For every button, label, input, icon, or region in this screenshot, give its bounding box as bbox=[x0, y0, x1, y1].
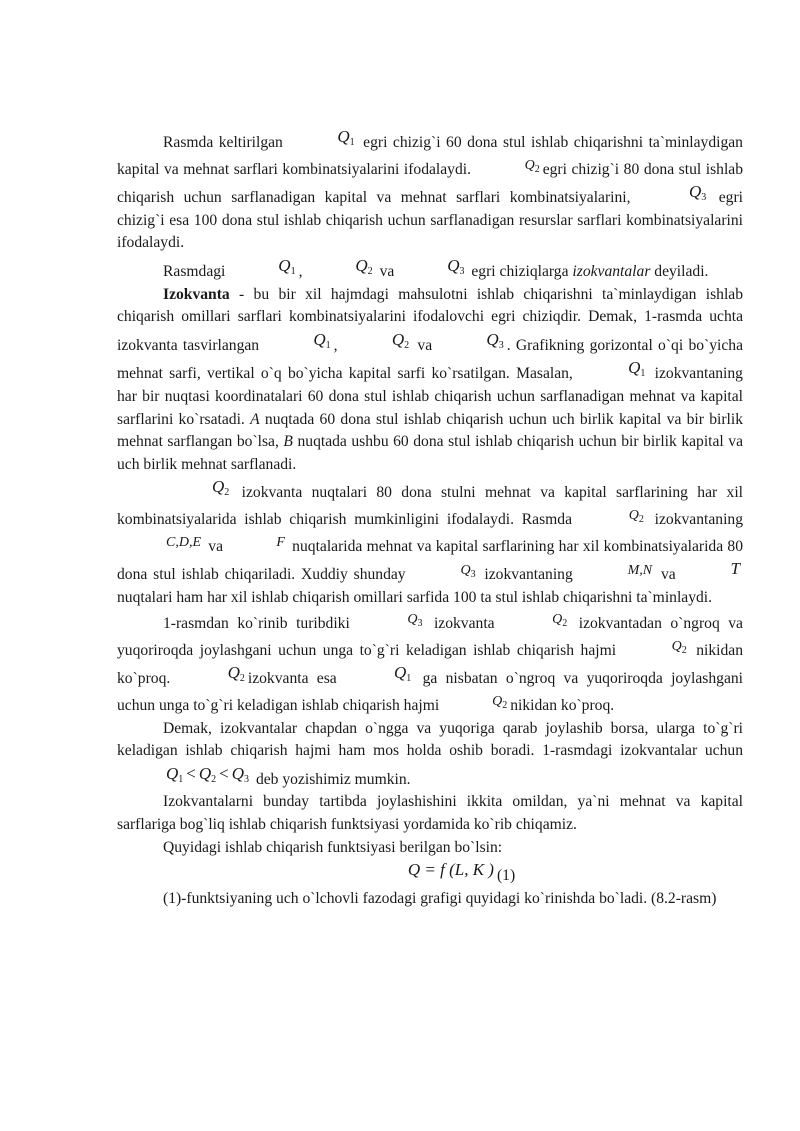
text: izokvantaning bbox=[484, 566, 573, 584]
paragraph-isoquant-ordering bbox=[117, 609, 743, 717]
math-q3: $Q_3$ bbox=[460, 563, 476, 581]
math-q2: $Q_2$ bbox=[227, 663, 245, 685]
text: izokvanta nuqtalari 80 dona stulni mehnat va kapital sarflarining har xil kombinatsiyalarida ishlab chiqarish mumkinligini ifodalaydi. Rasmda bbox=[117, 484, 744, 528]
text: Rasmda keltirilgan bbox=[163, 134, 283, 151]
math-q2: $Q_2$ bbox=[552, 612, 568, 630]
paragraph-q2-points: $Q_2$ izokvanta nuqtalari 80 dona stulni mehnat va kapital sarflarining har xil kombinatsiyalarida ishlab chiqarish mumkinligini ifodalaydi. Rasmda $Q_2$ izokvantaning C,D,E va F nuqtalarida mehnat va kapital sarflarining har xil kombinatsiyalarida 80 dona stul ishlab chiqariladi. Xuddiy shunday $Q_3$ izokvantaning M,N va T nuqtalari ham har xil ishlab chiqarish omillari sarfida 100 ta stul ishlab chiqarishni ta`minlaydi. bbox=[117, 477, 744, 606]
text: egri chizig`i 60 dona stul ishlab chiqarishni ta`minlaydigan kapital va mehnat sarflari kombinatsiyalarini ifodalaydi. bbox=[117, 134, 743, 178]
formula-production-function bbox=[177, 859, 743, 888]
text: nuqtada 60 dona stul ishlab chiqarish uchun uch birlik kapital va bir birlik mehnat sarflangan bo`lsa, bbox=[117, 410, 744, 451]
text: izokvantaning bbox=[654, 510, 743, 528]
math-q1: $Q_1$ bbox=[337, 127, 355, 148]
text: izokvanta bbox=[433, 615, 495, 633]
paragraph-graph-reference bbox=[117, 888, 743, 911]
text: deyiladi. bbox=[654, 262, 709, 280]
math-q2: $Q_2$ bbox=[391, 329, 410, 351]
math-q2: $Q_2$ bbox=[355, 255, 373, 277]
math-q3: $Q_3$ bbox=[407, 612, 423, 630]
paragraph-production-function-intro bbox=[117, 791, 743, 836]
text: izokvantadan o`ngroq va yuqoriroqda joylashgani uchun unga to`g`ri keladigan ishlab chiqarish hajmi bbox=[117, 615, 743, 659]
text: nikidan ko`proq. bbox=[117, 641, 744, 688]
text: Quyidagi ishlab chiqarish funktsiyasi berilgan bo`lsin: bbox=[163, 838, 503, 856]
text: egri chizig`i esa 100 dona stul ishlab chiqarish uchun sarflanadigan resurslar sarflari kombinatsiyalarini ifodalaydi. bbox=[117, 189, 743, 252]
term-izokvantalar: izokvantalar bbox=[572, 262, 651, 280]
points-mn: M,N bbox=[627, 563, 653, 579]
text: nuqtalarida mehnat va kapital sarflarining har xil kombinatsiyalarida 80 dona stul ishlab chiqariladi. Xuddiy shunday bbox=[117, 537, 744, 584]
math-q3: $Q_3$ bbox=[447, 255, 465, 277]
math-q1: $Q_1$ bbox=[394, 663, 412, 685]
text: izokvanta esa bbox=[247, 670, 337, 688]
math-q1: $Q_1$ bbox=[628, 358, 646, 380]
paragraph-isoquant-conclusion bbox=[117, 718, 743, 792]
text: nikidan ko`proq. bbox=[510, 697, 615, 715]
math-inequality: $Q_1 < Q_2 < Q_3$ bbox=[166, 763, 250, 785]
text: egri chizig`i 80 dona stul ishlab chiqarish uchun sarflanadigan kapital va mehnat sarflari kombinatsiyalarini, bbox=[117, 160, 744, 207]
points-cde: C,D,E bbox=[166, 534, 201, 550]
math-q2: $Q_2$ bbox=[671, 638, 687, 656]
math-q2: $Q_2$ bbox=[524, 157, 540, 175]
paragraph-isoquant-intro bbox=[117, 126, 743, 255]
math-q3: $Q_3$ bbox=[689, 182, 707, 204]
paragraph-isoquant-name: Rasmdagi $Q_1$ , $Q_2$ va $Q_3$ egri chiziqlarga izokvantalar deyiladi. bbox=[117, 255, 743, 284]
text: . Grafikning gorizontal o`qi bo`yicha mehnat sarfi, vertikal o`q bo`yicha kapital sarfi ko`rsatilgan. Masalan, bbox=[117, 336, 744, 383]
point-f: F bbox=[276, 534, 285, 550]
text: (1)-funktsiyaning uch o`lchovli fazodagi grafigi quyidagi ko`rinishda bo`ladi. (8.2-rasm) bbox=[163, 889, 717, 907]
math-q2: $Q_2$ bbox=[492, 694, 508, 712]
text: nuqtada ushbu 60 dona stul ishlab chiqarish uchun bir birlik kapital va uch birlik mehnat sarflanadi. bbox=[117, 433, 744, 473]
formula-expression: Q = f (L, K ) bbox=[407, 860, 494, 880]
text: deb yozishimiz mumkin. bbox=[255, 770, 411, 788]
point-b: B bbox=[283, 433, 293, 451]
math-q1: $Q_1$ bbox=[313, 329, 331, 351]
point-t: T bbox=[730, 559, 740, 579]
text: Demak, izokvantalar chapdan o`ngga va yuqoriga qarab joylashib borsa, ularga to`g`ri keladigan ishlab chiqarish hajmi ham mos holda oshib boradi. 1-rasmdagi izokvantalar uchun bbox=[117, 719, 743, 760]
text: nuqtalari ham har xil ishlab chiqarish omillari sarfida 100 ta stul ishlab chiqarishni ta`minlaydi. bbox=[117, 588, 713, 606]
paragraph-isoquant-definition: Izokvanta - bu bir xil hajmdagi mahsulotni ishlab chiqarishni ta`minlaydigan ishlab chiqarish omillari sarflari kombinatsiyalarini ifodalovchi egri chiziqdir. Demak, 1-rasmda uchta izokvanta tasvirlangan $Q_1$ , $Q_2$ va $Q_3$ . Grafikning gorizontal o`qi bo`yicha mehnat sarfi, vertikal o`q bo`yicha kapital sarfi ko`rsatilgan. Masalan, $Q_1$ izokvantaning har bir nuqtasi koordinatalari 60 dona stul ishlab chiqarish uchun sarflanadigan mehnat va kapital sarflarini ko`rsatadi. A nuqtada 60 dona stul ishlab chiqarish uchun uch birlik kapital va bir birlik mehnat sarflangan bo`lsa, B nuqtada ushbu 60 dona stul ishlab chiqarish uchun bir birlik kapital va uch birlik mehnat sarflanadi. bbox=[117, 285, 744, 473]
formula-number: (1) bbox=[496, 867, 516, 885]
math-q1: $Q_1$ bbox=[278, 255, 296, 277]
point-a: A bbox=[250, 410, 260, 428]
text: Izokvantalarni bunday tartibda joylashishini ikkita omildan, ya`ni mehnat va kapital sarflariga bog`liq ishlab chiqarish funktsiyasi yordamida ko`rib chiqamiz. bbox=[117, 793, 743, 834]
text: izokvantaning har bir nuqtasi koordinatalari 60 dona stul ishlab chiqarish uchun sarflanadigan mehnat va kapital sarflarini ko`rsatadi. bbox=[117, 365, 743, 428]
text: ga nisbatan o`ngroq va yuqoriroqda joylashgani uchun unga to`g`ri keladigan ishlab chiqarish hajmi bbox=[117, 670, 743, 715]
math-q3: $Q_3$ bbox=[486, 329, 504, 351]
text: - bu bir xil hajmdagi mahsulotni ishlab chiqarishni ta`minlaydigan ishlab chiqarish omillari sarflari kombinatsiyalarini ifodalovchi egri chiziqdir. Demak, 1-rasmda uchta izokvanta tasvirlangan bbox=[117, 285, 743, 354]
math-q2: $Q_2$ bbox=[212, 477, 230, 499]
text: egri chiziqlarga bbox=[471, 262, 569, 280]
paragraph-given-function bbox=[117, 837, 743, 860]
term-izokvanta: Izokvanta bbox=[163, 285, 230, 303]
document-body bbox=[117, 126, 743, 910]
text: 1-rasmdan ko`rinib turibdiki bbox=[163, 615, 350, 633]
math-q2: $Q_2$ bbox=[628, 507, 644, 525]
text: Rasmdagi bbox=[163, 262, 226, 280]
